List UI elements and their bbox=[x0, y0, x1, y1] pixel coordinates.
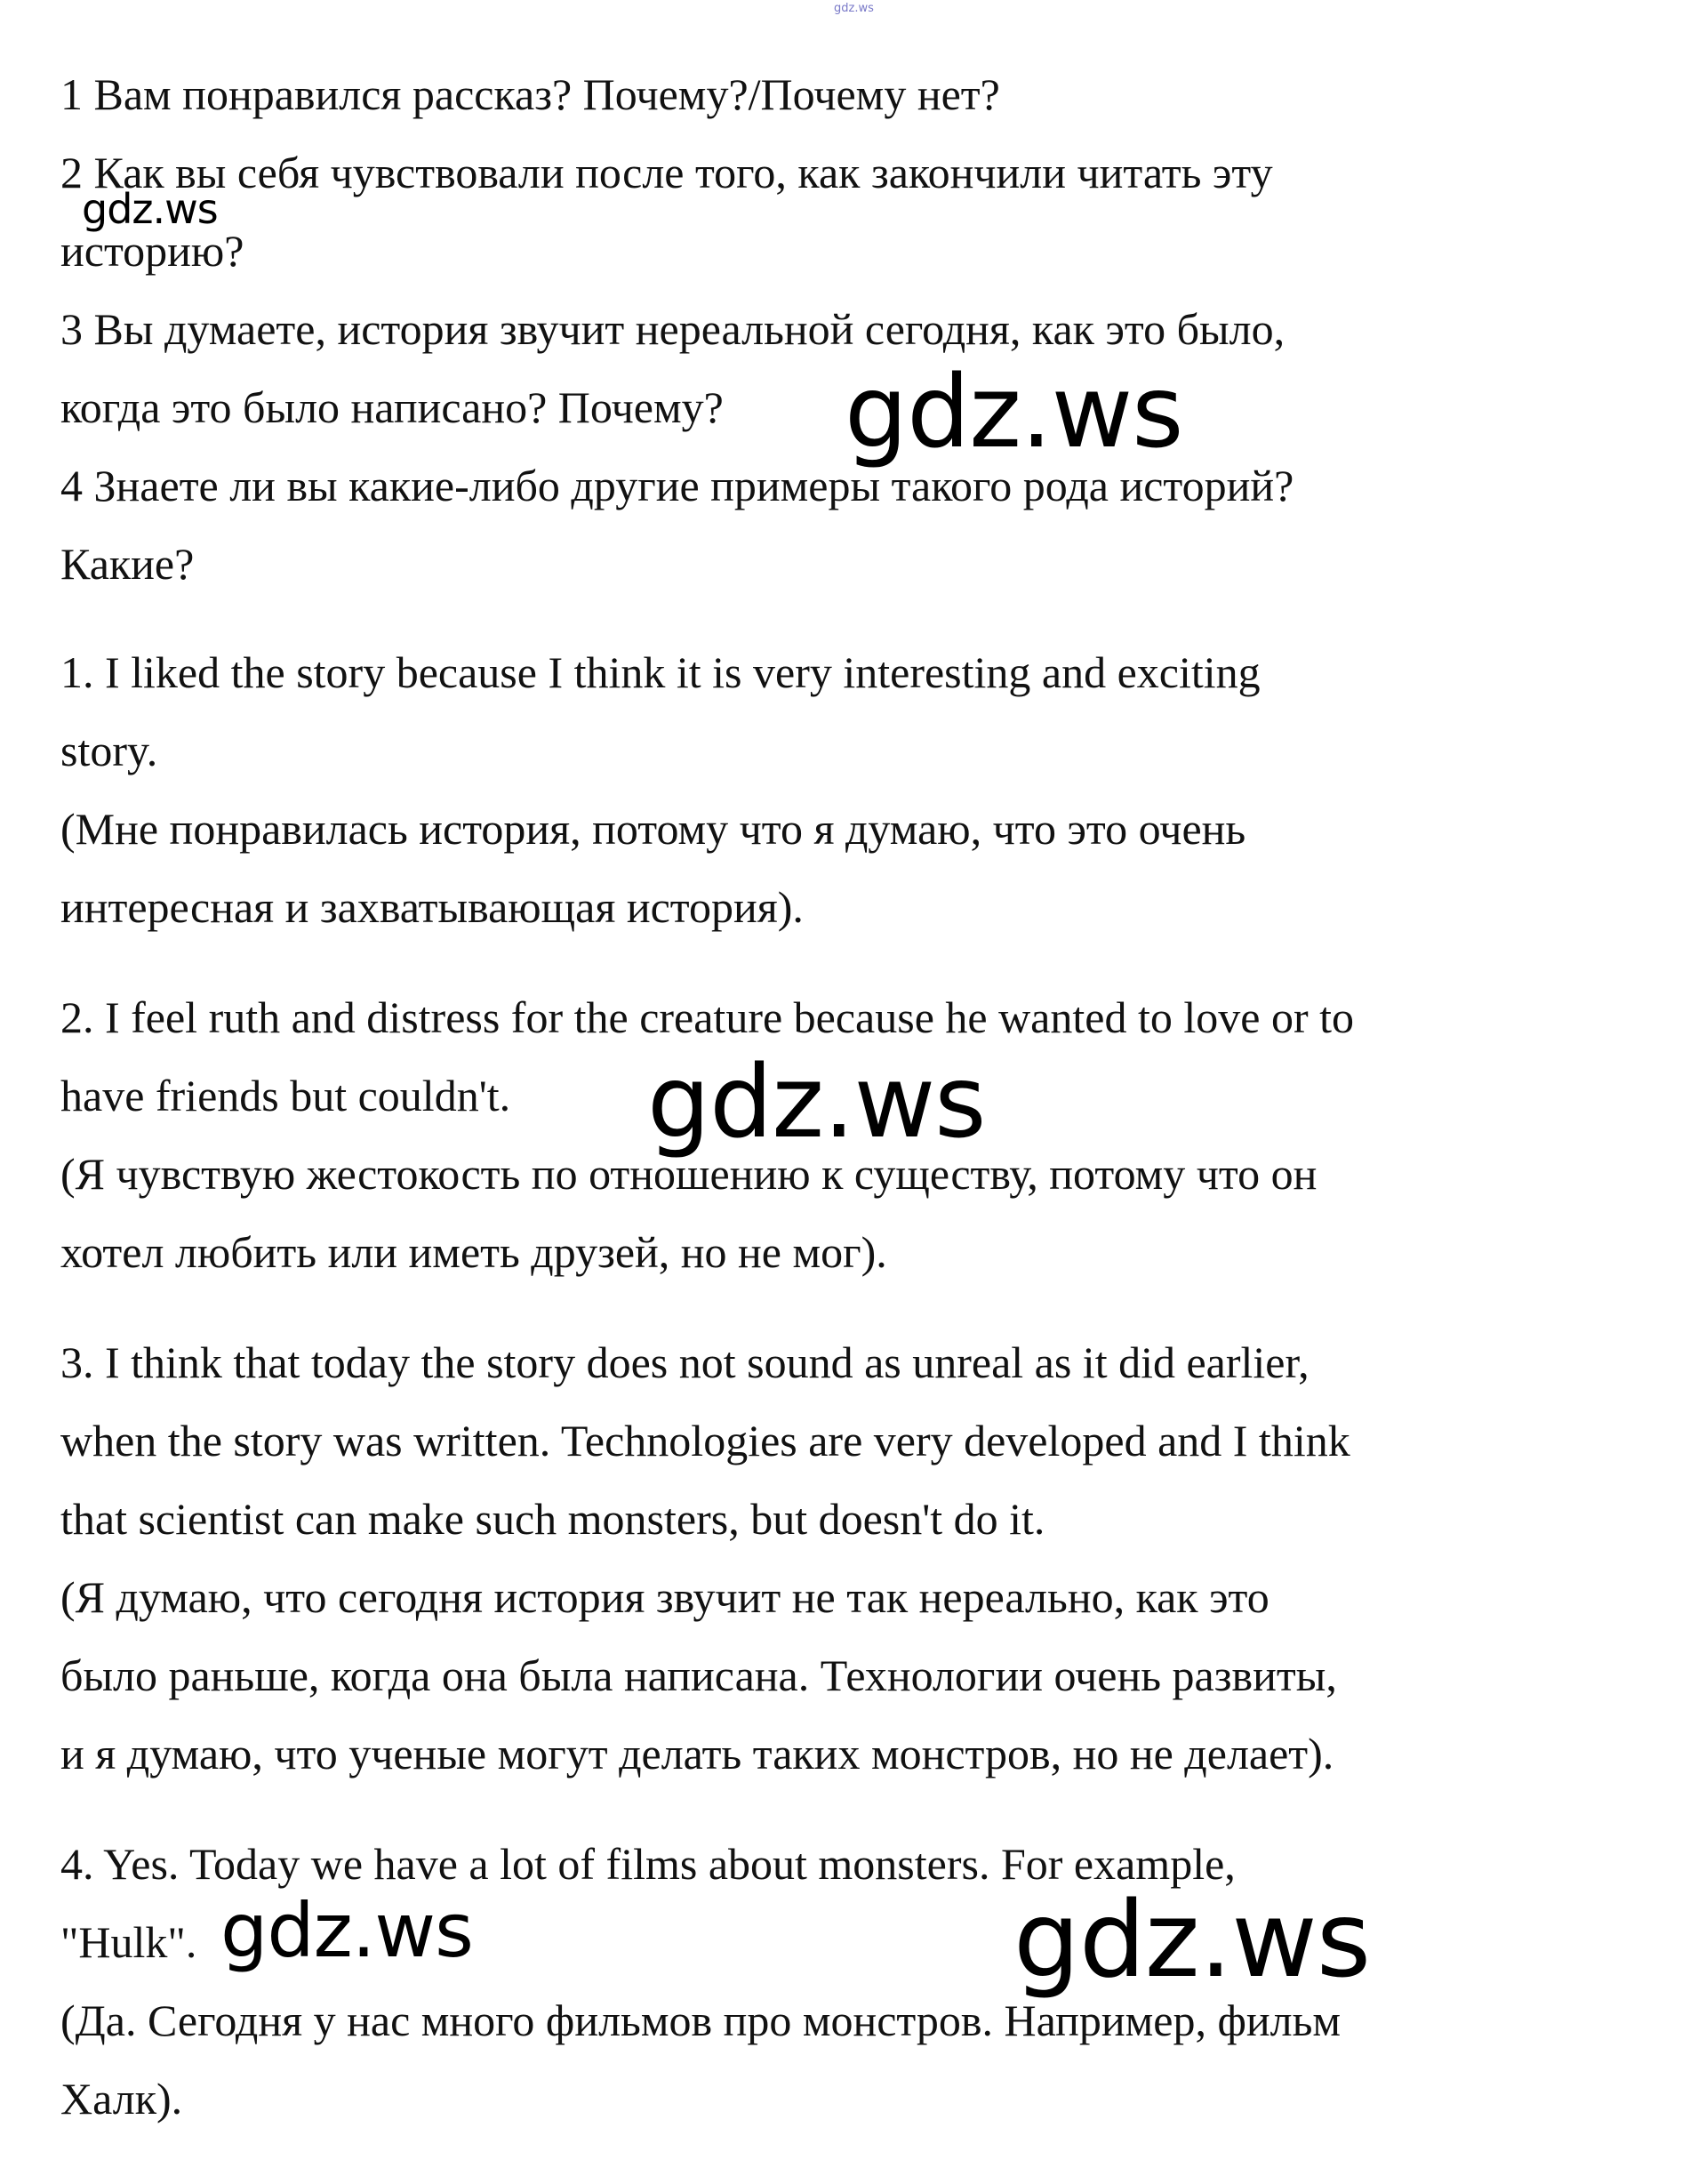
watermark-medium-bottom-left: gdz.ws bbox=[220, 1887, 473, 1974]
watermark-large-2: gdz.ws bbox=[647, 1045, 986, 1160]
answer-2-translation-line-1: (Я чувствую жестокость по отношению к существу, потому что он bbox=[60, 1149, 1318, 1199]
answer-3-line-3: that scientist can make such monsters, but doesn't do it. bbox=[60, 1494, 1045, 1544]
question-4-line-1: 4 Знаете ли вы какие-либо другие примеры такого рода историй? bbox=[60, 461, 1294, 510]
answer-4-translation-line-2: Халк). bbox=[60, 2074, 183, 2124]
answer-1-translation-line-2: интересная и захватывающая история). bbox=[60, 882, 804, 932]
watermark-small-left: gdz.ws bbox=[82, 185, 218, 233]
question-2-line-1: 2 Как вы себя чувствовали после того, как закончили читать эту bbox=[60, 148, 1273, 197]
question-1: 1 Вам понравился рассказ? Почему?/Почему нет? bbox=[60, 69, 1000, 119]
answer-3-line-1: 3. I think that today the story does not sound as unreal as it did earlier, bbox=[60, 1337, 1310, 1387]
watermark-large-1: gdz.ws bbox=[845, 355, 1183, 470]
answer-3-line-2: when the story was written. Technologies are very developed and I think bbox=[60, 1416, 1350, 1465]
answer-2-translation-line-2: хотел любить или иметь друзей, но не мог). bbox=[60, 1227, 887, 1277]
watermark-large-bottom-right: gdz.ws bbox=[1013, 1878, 1371, 2001]
answer-3-translation-line-3: и я думаю, что ученые могут делать таких монстров, но не делает). bbox=[60, 1729, 1334, 1779]
answer-4-line-1: 4. Yes. Today we have a lot of films about monsters. For example, bbox=[60, 1839, 1236, 1889]
answer-2-line-1: 2. I feel ruth and distress for the creature because he wanted to love or to bbox=[60, 992, 1354, 1042]
answer-3-translation-line-2: было раньше, когда она была написана. Технологии очень развиты, bbox=[60, 1650, 1337, 1700]
answer-1-line-1: 1. I liked the story because I think it is very interesting and exciting bbox=[60, 647, 1261, 697]
question-3-line-2: когда это было написано? Почему? bbox=[60, 382, 724, 432]
answer-2-line-2: have friends but couldn't. bbox=[60, 1071, 511, 1120]
answer-1-line-2: story. bbox=[60, 726, 158, 775]
answer-4-line-2: "Hulk". bbox=[60, 1917, 197, 1967]
answer-4-translation-line-1: (Да. Сегодня у нас много фильмов про монстров. Например, фильм bbox=[60, 1995, 1342, 2045]
question-3-line-1: 3 Вы думаете, история звучит нереальной сегодня, как это было, bbox=[60, 304, 1286, 354]
question-4-line-2: Какие? bbox=[60, 539, 195, 589]
answer-3-translation-line-1: (Я думаю, что сегодня история звучит не так нереально, как это bbox=[60, 1572, 1269, 1622]
answer-1-translation-line-1: (Мне понравилась история, потому что я думаю, что это очень bbox=[60, 804, 1246, 854]
watermark-top-small: gdz.ws bbox=[834, 2, 874, 15]
question-2-line-2: историю? bbox=[60, 226, 244, 276]
